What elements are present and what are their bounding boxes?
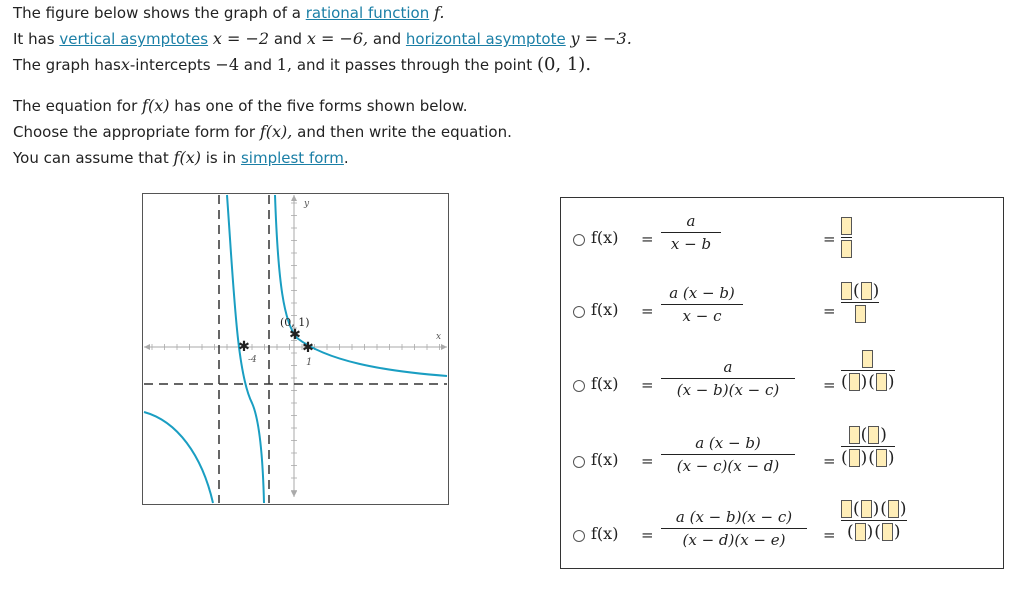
paren: ) — [872, 499, 880, 519]
input-box[interactable] — [888, 500, 899, 518]
intro-text: The graph has — [13, 56, 121, 74]
intro-text: and — [372, 30, 402, 48]
input-box[interactable] — [849, 373, 860, 391]
x-intercept-marker-2: ✱ — [302, 340, 314, 356]
point-marker: ✱ — [289, 327, 301, 343]
point-label: (0, 1) — [280, 316, 310, 329]
denominator: (x − b)(x − c) — [676, 381, 780, 399]
paren: ) — [860, 448, 868, 468]
answer-fraction-4 — [841, 426, 895, 467]
choice-radio-3[interactable] — [573, 380, 585, 392]
asymptote-eq-1: x = −2 — [212, 29, 270, 48]
asymptote-eq-2: x = −6, — [306, 29, 369, 48]
intro-line-3 — [13, 55, 591, 75]
input-box[interactable] — [862, 350, 873, 368]
equals-sign: = — [641, 230, 654, 248]
input-box[interactable] — [861, 500, 872, 518]
fx-symbol: f(x) — [173, 148, 201, 167]
choice-radio-4[interactable] — [573, 456, 585, 468]
input-box[interactable] — [861, 282, 872, 300]
fx-symbol: f(x), — [259, 122, 293, 141]
choice-row-1 — [561, 212, 1003, 262]
denominator: (x − c)(x − d) — [676, 457, 780, 475]
paren: ( — [880, 499, 887, 519]
intro-text: and — [273, 30, 303, 48]
equals-sign: = — [823, 452, 836, 470]
answer-fraction-5 — [841, 500, 907, 541]
numerator: a (x − b) — [695, 434, 761, 452]
choice-radio-5[interactable] — [573, 530, 585, 542]
input-box[interactable] — [868, 426, 879, 444]
asymptote-eq-3: y = −3. — [570, 29, 632, 48]
instruction-text: is in — [205, 149, 237, 167]
numerator: a — [686, 212, 696, 230]
input-box[interactable] — [849, 426, 860, 444]
choice-row-4 — [561, 425, 1003, 484]
paren: ( — [868, 372, 875, 392]
equals-sign: = — [641, 376, 654, 394]
intro-text: It has — [13, 30, 55, 48]
equals-sign: = — [641, 302, 654, 320]
form-fraction-4 — [661, 434, 795, 475]
x-intercept-label-2: 1 — [306, 357, 313, 368]
fx-label: f(x) — [591, 374, 619, 393]
input-box[interactable] — [876, 449, 887, 467]
vertical-asymptotes-link[interactable]: vertical asymptotes — [59, 30, 209, 48]
input-box[interactable] — [849, 449, 860, 467]
fx-label: f(x) — [591, 228, 619, 247]
intro-line-2 — [13, 29, 632, 49]
fx-symbol: f(x) — [142, 96, 170, 115]
equals-sign: = — [641, 452, 654, 470]
instruction-text: The equation for — [13, 97, 138, 115]
paren: ( — [853, 499, 860, 519]
input-box[interactable] — [841, 240, 852, 258]
input-box[interactable] — [841, 217, 852, 235]
denominator: (x − d)(x − e) — [682, 531, 786, 549]
equals-sign: = — [823, 302, 836, 320]
input-box[interactable] — [876, 373, 887, 391]
instruction-text: You can assume that — [13, 149, 169, 167]
horizontal-asymptote-link[interactable]: horizontal asymptote — [405, 30, 566, 48]
x-intercept-label-1: -4 — [248, 355, 257, 365]
choice-radio-2[interactable] — [573, 306, 585, 318]
intro-text: and it passes through the point — [296, 56, 533, 74]
choice-row-2 — [561, 281, 1003, 334]
numerator: a (x − b)(x − c) — [675, 508, 793, 526]
numerator: a (x − b) — [669, 284, 735, 302]
x-intercept-1: −4 — [215, 55, 239, 74]
paren: ( — [841, 448, 848, 468]
instruction-line-1 — [13, 96, 468, 116]
choice-radio-1[interactable] — [573, 234, 585, 246]
instruction-line-2 — [13, 122, 512, 142]
choice-row-3 — [561, 358, 1003, 408]
input-box[interactable] — [841, 282, 852, 300]
form-fraction-2 — [661, 284, 743, 325]
period: . — [343, 149, 349, 167]
input-box[interactable] — [855, 305, 866, 323]
intro-text: -intercepts — [129, 56, 211, 74]
form-fraction-5 — [661, 508, 807, 549]
paren: ( — [874, 522, 881, 542]
paren: ( — [841, 372, 848, 392]
equals-sign: = — [823, 376, 836, 394]
answer-choices-panel — [560, 197, 1004, 569]
instruction-text: has one of the five forms shown below. — [174, 97, 468, 115]
x-intercept-2: 1, — [276, 55, 293, 74]
fx-label: f(x) — [591, 300, 619, 319]
paren: ) — [893, 522, 901, 542]
denominator: x − c — [682, 307, 722, 325]
paren: ( — [860, 425, 868, 445]
equals-sign: = — [823, 526, 836, 544]
paren: ( — [853, 281, 860, 301]
paren: ) — [899, 499, 907, 519]
simplest-form-link[interactable]: simplest form — [240, 149, 344, 167]
paren: ) — [887, 372, 895, 392]
choice-row-5 — [561, 499, 1003, 558]
intro-text: The figure below shows the graph of a — [13, 4, 301, 22]
intro-text: and — [243, 56, 273, 74]
denominator: x − b — [670, 235, 712, 253]
input-box[interactable] — [855, 523, 866, 541]
point-coordinates: (0, 1). — [536, 54, 592, 75]
numerator: a — [723, 358, 733, 376]
paren: ) — [872, 281, 880, 301]
paren: ) — [887, 448, 895, 468]
form-fraction-3 — [661, 358, 795, 399]
input-box[interactable] — [882, 523, 893, 541]
answer-fraction-1 — [841, 217, 852, 258]
paren: ) — [880, 425, 887, 445]
fx-label: f(x) — [591, 524, 619, 543]
x-variable: x — [120, 55, 130, 74]
paren: ) — [860, 372, 868, 392]
paren: ) — [866, 522, 874, 542]
x-axis-label: x — [436, 332, 442, 342]
form-fraction-1 — [661, 212, 721, 253]
answer-fraction-3 — [841, 350, 895, 391]
equals-sign: = — [823, 230, 836, 248]
y-axis-label: y — [304, 199, 310, 209]
function-graph — [142, 193, 449, 505]
paren: ( — [868, 448, 875, 468]
instruction-text: Choose the appropriate form for — [13, 123, 256, 141]
input-box[interactable] — [841, 500, 852, 518]
answer-fraction-2 — [841, 282, 879, 323]
function-name: f. — [434, 3, 445, 22]
fx-label: f(x) — [591, 450, 619, 469]
instruction-text: and then write the equation. — [297, 123, 512, 141]
intro-line-1 — [13, 3, 444, 23]
rational-function-link[interactable]: rational function — [305, 4, 430, 22]
x-intercept-marker-1: ✱ — [238, 339, 250, 355]
paren: ( — [847, 522, 854, 542]
instruction-line-3 — [13, 148, 349, 168]
equals-sign: = — [641, 526, 654, 544]
